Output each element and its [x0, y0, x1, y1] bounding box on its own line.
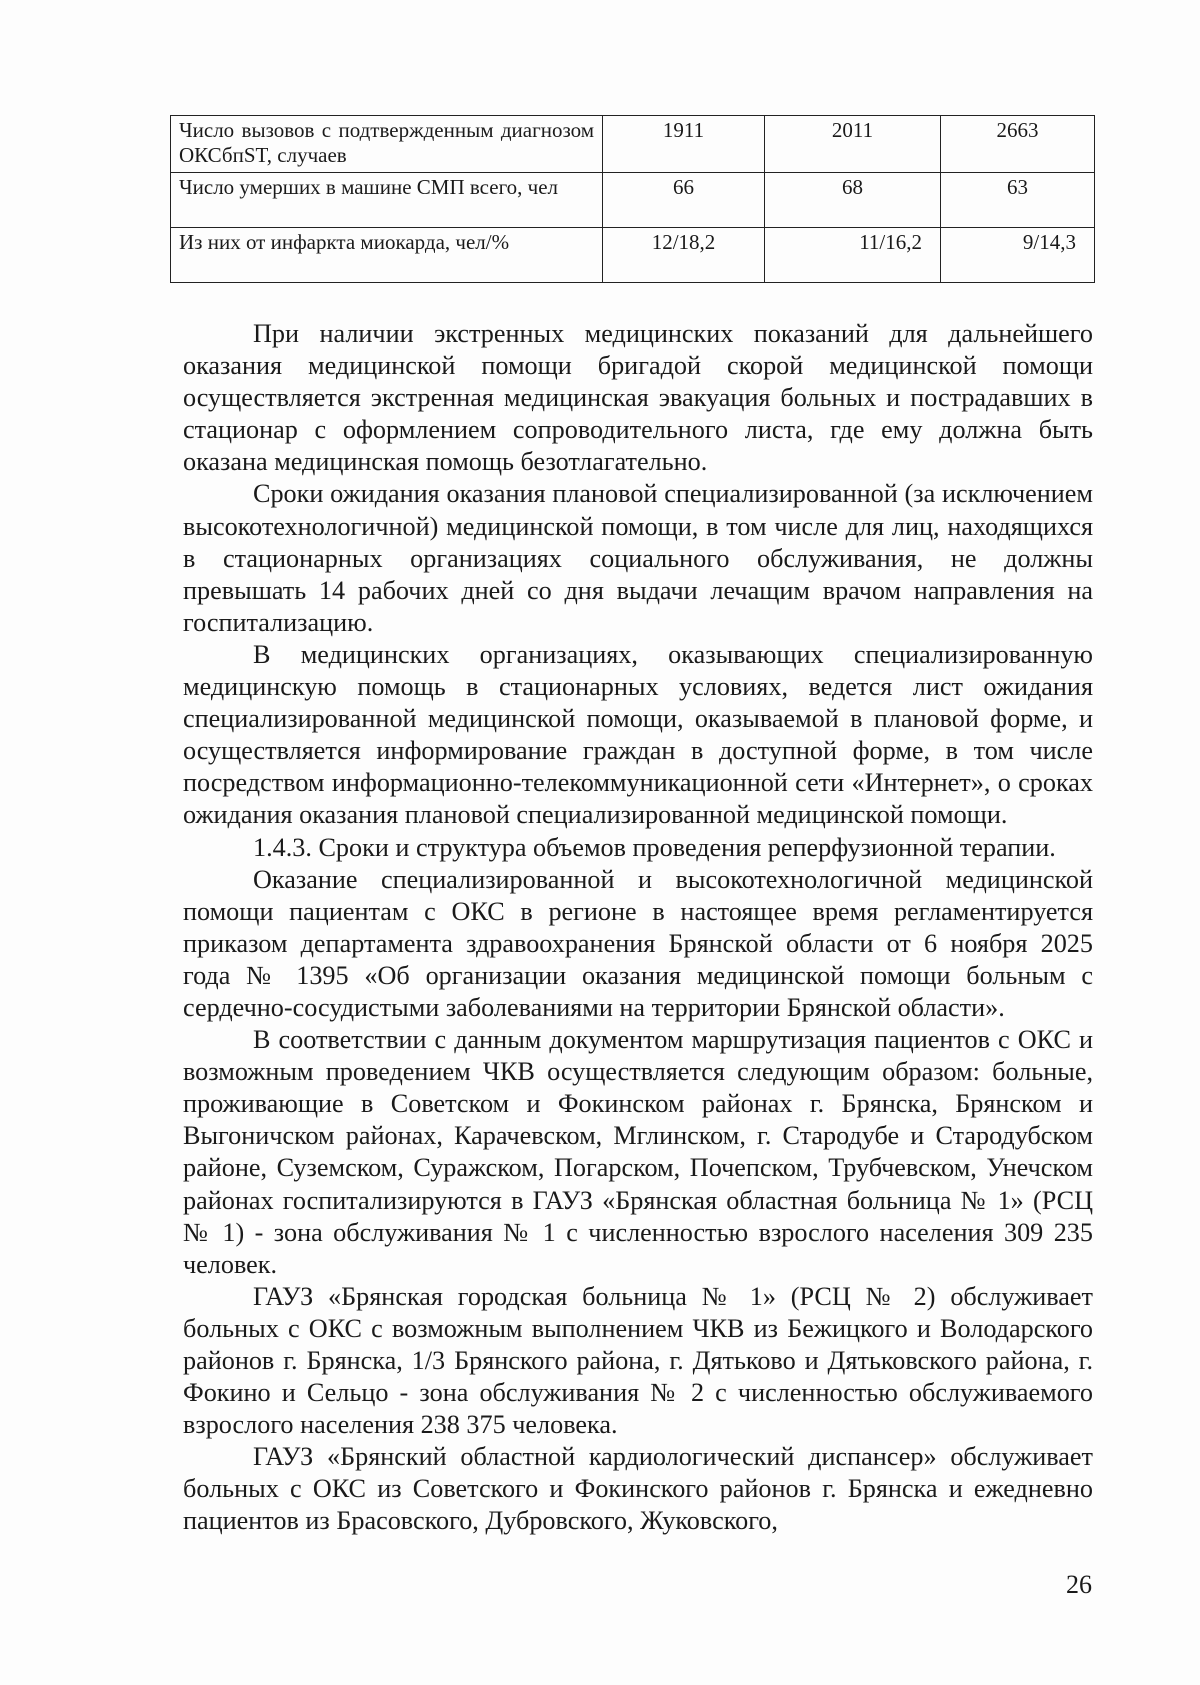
cell-value: 12/18,2: [603, 228, 765, 283]
paragraph: При наличии экстренных медицинских показаний для дальнейшего оказания медицинской помощи бригадой скорой медицинской помощи осуществляется экстренная медицинская эвакуация больных и пострадавших в стационар с оформлением сопроводительного листа, где ему должна быть оказана медицинская помощь безотлагательно.: [183, 319, 1093, 477]
table-row: [171, 116, 1095, 173]
section-heading: 1.4.3. Сроки и структура объемов проведения реперфузионной терапии.: [253, 832, 1056, 862]
paragraph: В соответствии с данным документом маршрутизация пациентов с ОКС и возможным проведением ЧКВ осуществляется следующим образом: больные, проживающие в Советском и Фокинском районах г. Брянска, Брянском и Выгоничском районах, Карачевском, Мглинском, г. Стародубе и Стародубском районе, Суземском, Суражском, Погарском, Почепском, Трубчевском, Унечском районах госпитализируются в ГАУЗ «Брянская областная больница № 1» (РСЦ № 1) - зона обслуживания № 1 с численностью взрослого населения 309 235 человек.: [183, 1025, 1093, 1279]
cell-value: 63: [941, 173, 1095, 228]
paragraph: Оказание специализированной и высокотехнологичной медицинской помощи пациентам с ОКС в регионе в настоящее время регламентируется приказом департамента здравоохранения Брянской области от 6 ноября 2025 года № 1395 «Об организации оказания медицинской помощи больным с сердечно-сосудистыми заболеваниями на территории Брянской области».: [183, 864, 1093, 1022]
paragraph: Сроки ожидания оказания плановой специализированной (за исключением высокотехнологичной) медицинской помощи, в том числе для лиц, находящихся в стационарных организациях социального обслуживания, не должны превышать 14 рабочих дней со дня выдачи лечащим врачом направления на госпитализацию.: [183, 479, 1093, 637]
row-label: Число вызовов с подтвержденным диагнозом ОКСбпST, случаев: [171, 116, 603, 173]
cell-value: 2663: [941, 116, 1095, 173]
paragraph: В медицинских организациях, оказывающих специализированную медицинскую помощь в стационарных условиях, ведется лист ожидания специализированной медицинской помощи, оказываемой в плановой форме, и осуществляется информирование граждан в доступной форме, в том числе посредством информационно-телекоммуникационной сети «Интернет», о сроках ожидания оказания плановой специализированной медицинской помощи.: [183, 639, 1093, 830]
row-label: Из них от инфаркта миокарда, чел/%: [171, 228, 603, 283]
cell-value: 11/16,2: [765, 228, 941, 283]
cell-value: 2011: [765, 116, 941, 173]
row-label: Число умерших в машине СМП всего, чел: [171, 173, 603, 228]
page-number: 26: [1066, 1570, 1092, 1599]
cell-value: 9/14,3: [941, 228, 1095, 283]
table-row: [171, 173, 1095, 228]
cell-value: 68: [765, 173, 941, 228]
cell-value: 1911: [603, 116, 765, 173]
paragraph: ГАУЗ «Брянская городская больница № 1» (РСЦ № 2) обслуживает больных с ОКС с возможным выполнением ЧКВ из Бежицкого и Володарского районов г. Брянска, 1/3 Брянского района, г. Дятьково и Дятьковского района, г. Фокино и Сельцо - зона обслуживания № 2 с численностью обслуживаемого взрослого населения 238 375 человека.: [183, 1281, 1093, 1440]
cell-value: 66: [603, 173, 765, 228]
body-text: [183, 318, 1093, 1538]
table-row: [171, 228, 1095, 283]
paragraph: ГАУЗ «Брянский областной кардиологический диспансер» обслуживает больных с ОКС из Советского и Фокинского районов г. Брянска и ежедневно пациентов из Брасовского, Дубровского, Жуковского,: [183, 1442, 1093, 1536]
statistics-table: [170, 115, 1095, 283]
